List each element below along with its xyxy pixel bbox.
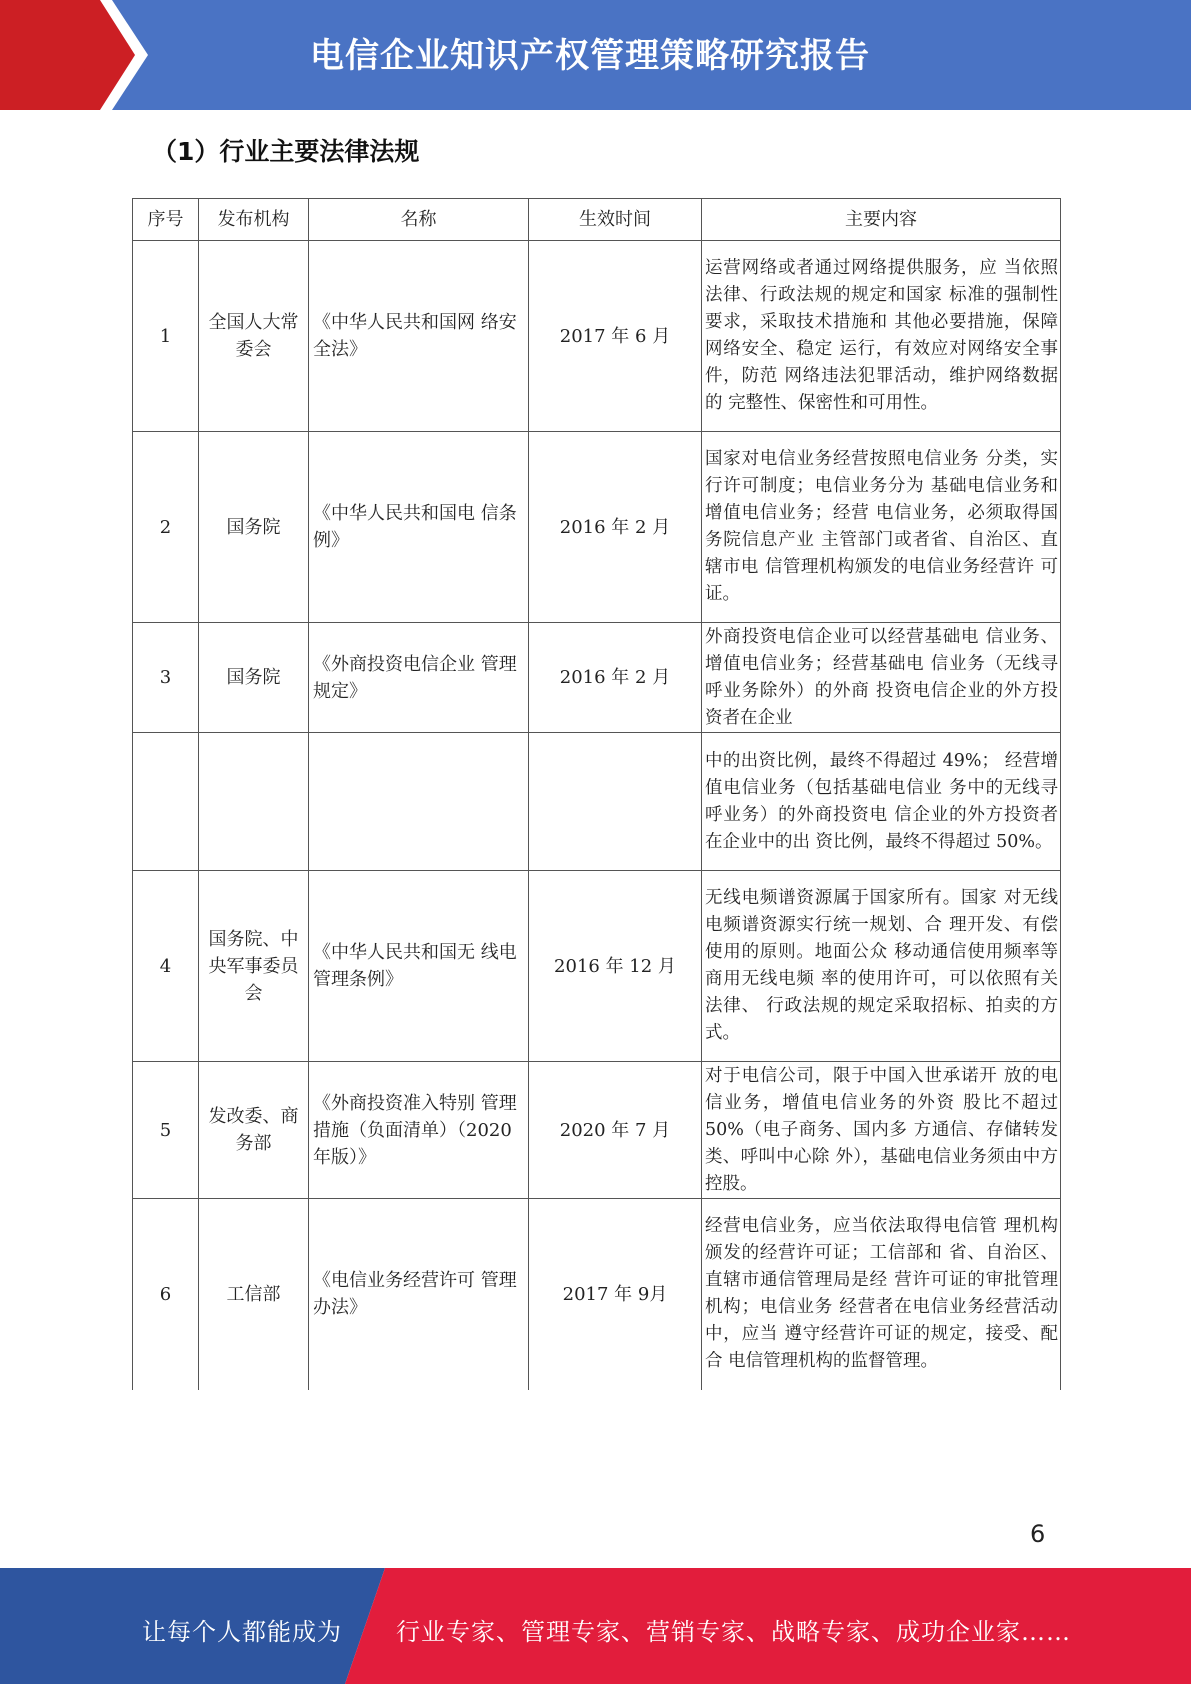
header-arrow-icon	[0, 0, 160, 110]
header-band	[0, 0, 1191, 110]
table-row	[133, 1199, 1061, 1390]
table-header-row	[133, 199, 1061, 241]
cell-date	[529, 733, 702, 871]
report-title: 电信企业知识产权管理策略研究报告	[310, 36, 870, 76]
laws-table	[132, 198, 1061, 1390]
cell-name: 《外商投资电信企业 管理规定》	[309, 623, 529, 733]
cell-org: 国务院、中央军事委员会	[199, 871, 309, 1062]
cell-name	[309, 733, 529, 871]
cell-org	[199, 733, 309, 871]
cell-date: 2017 年 6 月	[529, 241, 702, 432]
table-row	[133, 241, 1061, 432]
column-header-content: 主要内容	[702, 199, 1061, 241]
footer-slogan-right: 行业专家、管理专家、营销专家、战略专家、成功企业家……	[396, 1618, 1071, 1646]
cell-name: 《中华人民共和国无 线电管理条例》	[309, 871, 529, 1062]
cell-content: 经营电信业务，应当依法取得电信管 理机构颁发的经营许可证；工信部和 省、自治区、直辖市通信管理局是经 营许可证的审批管理机构；电信业务 经营者在电信业务经营活动中，应当 遵守经营许可证的规定，接受、配合 电信管理机构的监督管理。	[702, 1199, 1061, 1390]
cell-name: 《中华人民共和国电 信条例》	[309, 432, 529, 623]
cell-name: 《中华人民共和国网 络安全法》	[309, 241, 529, 432]
page-number: 6	[1030, 1520, 1046, 1548]
column-header-name: 名称	[309, 199, 529, 241]
cell-seq	[133, 733, 199, 871]
cell-seq: 6	[133, 1199, 199, 1390]
table-row	[133, 1062, 1061, 1199]
table-row	[133, 733, 1061, 871]
footer-slogan-left: 让每个人都能成为	[142, 1618, 342, 1646]
cell-org: 全国人大常委会	[199, 241, 309, 432]
section-heading: （1）行业主要法律法规	[152, 137, 420, 166]
column-header-seq: 序号	[133, 199, 199, 241]
cell-seq: 3	[133, 623, 199, 733]
column-header-date: 生效时间	[529, 199, 702, 241]
cell-content: 外商投资电信企业可以经营基础电 信业务、增值电信业务；经营基础电 信业务（无线寻呼业务除外）的外商 投资电信企业的外方投资者在企业	[702, 623, 1061, 733]
cell-org: 国务院	[199, 432, 309, 623]
cell-date: 2020 年 7 月	[529, 1062, 702, 1199]
cell-name: 《电信业务经营许可 管理办法》	[309, 1199, 529, 1390]
cell-date: 2016 年 2 月	[529, 623, 702, 733]
cell-org: 国务院	[199, 623, 309, 733]
cell-content: 中的出资比例，最终不得超过 49%； 经营增值电信业务（包括基础电信业 务中的无线寻呼业务）的外商投资电 信企业的外方投资者在企业中的出 资比例，最终不得超过 50%。	[702, 733, 1061, 871]
cell-org: 发改委、商务部	[199, 1062, 309, 1199]
cell-seq: 4	[133, 871, 199, 1062]
cell-seq: 2	[133, 432, 199, 623]
table-row	[133, 432, 1061, 623]
table-row	[133, 623, 1061, 733]
cell-content: 国家对电信业务经营按照电信业务 分类，实行许可制度；电信业务分为 基础电信业务和增值电信业务；经营 电信业务，必须取得国务院信息产业 主管部门或者省、自治区、直辖市电 信管理机构颁发的电信业务经营许 可证。	[702, 432, 1061, 623]
cell-content: 无线电频谱资源属于国家所有。国家 对无线电频谱资源实行统一规划、合 理开发、有偿使用的原则。地面公众 移动通信使用频率等商用无线电频 率的使用许可，可以依照有关法律、 行政法规的规定采取招标、拍卖的方 式。	[702, 871, 1061, 1062]
cell-name: 《外商投资准入特别 管理措施（负面清单）（2020 年版）》	[309, 1062, 529, 1199]
cell-seq: 1	[133, 241, 199, 432]
column-header-org: 发布机构	[199, 199, 309, 241]
cell-org: 工信部	[199, 1199, 309, 1390]
cell-seq: 5	[133, 1062, 199, 1199]
table-row	[133, 871, 1061, 1062]
cell-date: 2016 年 2 月	[529, 432, 702, 623]
cell-date: 2016 年 12 月	[529, 871, 702, 1062]
cell-date: 2017 年 9月	[529, 1199, 702, 1390]
cell-content: 对于电信公司，限于中国入世承诺开 放的电信业务，增值电信业务的外资 股比不超过 50%（电子商务、国内多 方通信、存储转发类、呼叫中心除 外），基础电信业务须由中方控股。	[702, 1062, 1061, 1199]
cell-content: 运营网络或者通过网络提供服务，应 当依照法律、行政法规的规定和国家 标准的强制性要求，采取技术措施和 其他必要措施，保障网络安全、稳定 运行，有效应对网络安全事件，防范 网络违法犯罪活动，维护网络数据的 完整性、保密性和可用性。	[702, 241, 1061, 432]
footer-band	[0, 1568, 1191, 1684]
